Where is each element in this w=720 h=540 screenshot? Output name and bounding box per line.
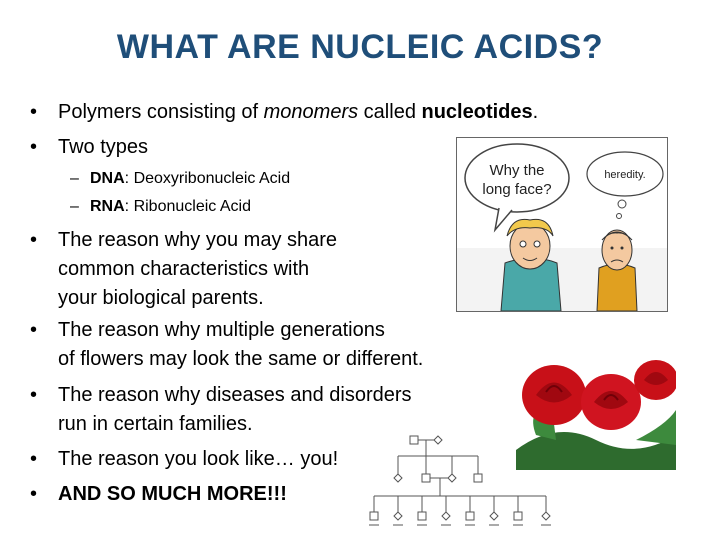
rose-3: [634, 360, 676, 400]
bullet-line-2: run in certain families.: [58, 413, 253, 435]
bullet-line-2: common characteristics with: [58, 258, 310, 280]
thought-text: heredity.: [604, 169, 646, 181]
bullet-marker: •: [30, 483, 38, 505]
cartoon-drawing: [457, 138, 667, 311]
pedigree-drawing: [368, 434, 554, 534]
bullet-line-2: of flowers may look the same or different.: [58, 348, 424, 370]
sub-bullet-text: DNA: Deoxyribonucleic Acid: [90, 170, 291, 187]
bullet-text: The reason you look like… you!: [58, 448, 339, 470]
bullet-marker: •: [30, 448, 38, 470]
slide-title: WHAT ARE NUCLEIC ACIDS?: [116, 28, 604, 66]
character-right: [597, 230, 637, 311]
bullet-text: AND SO MUCH MORE!!!: [58, 483, 287, 505]
bullet-text: Polymers consisting of monomers called nucleotides.: [58, 101, 539, 123]
bullet-marker: •: [30, 229, 38, 251]
bullet-marker: •: [30, 101, 38, 123]
bullet-line-1: The reason why multiple generations: [58, 319, 385, 341]
bullet-marker: •: [30, 384, 38, 406]
bullet-marker: •: [30, 136, 38, 158]
bullet-line-1: The reason why you may share: [58, 229, 338, 251]
character-left: [501, 219, 561, 311]
rose-1: [522, 365, 586, 425]
speech-text-line-1: Why the: [489, 162, 545, 179]
sub-bullet-text: RNA: Ribonucleic Acid: [90, 198, 251, 215]
bullet-text: Two types: [58, 136, 149, 158]
bullet-line-3: your biological parents.: [58, 287, 264, 309]
pedigree-chart: [368, 434, 554, 534]
bullet-marker: •: [30, 319, 38, 341]
rose-2: [581, 374, 641, 430]
heredity-cartoon: [456, 137, 668, 312]
speech-text-line-2: long face?: [482, 181, 552, 198]
dash-marker: –: [70, 198, 79, 215]
bullet-line-1: The reason why diseases and disorders: [58, 384, 412, 406]
dash-marker: –: [70, 170, 79, 187]
